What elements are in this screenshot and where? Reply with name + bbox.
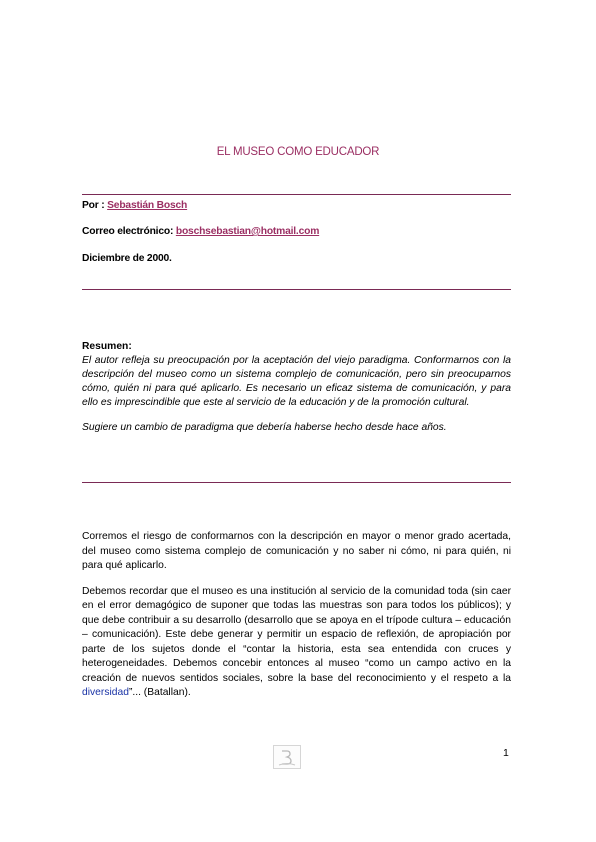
body-paragraph-text: Debemos recordar que el museo es una institución al servicio de la comunidad toda (sin caer en el error demagógico de suponer que todas las muestras son para todos los públicos); y que debe contribuir a su desarrollo (desarrollo que se apoya en el trípode cultura – educación – comunicación). Este debe generar y permitir un espacio de reflexión, de apropiación por parte de los sujetos donde el “contar la historia, esta sea entendida con cruces y heterogeneidades. Debemos concebir entonces al museo “como un campo activo en la creación de nuevos sentidos sociales, sobre la base del reconocimiento y el respeto a la (82, 585, 511, 684)
abstract-section (82, 340, 511, 435)
abstract-label: Resumen: (82, 341, 132, 352)
abstract-paragraph: Sugiere un cambio de paradigma que debería haberse hecho desde hace años. (82, 422, 447, 433)
page-number: 1 (503, 747, 509, 759)
email-line (82, 226, 319, 237)
highlighted-term: diversidad (82, 687, 129, 698)
document-logo-icon (273, 745, 301, 769)
email-link[interactable]: boschsebastian@hotmail.com (175, 226, 320, 237)
abstract-paragraph: El autor refleja su preocupación por la aceptación del viejo paradigma. Conformarnos con la descripción del museo como un sistema complejo de comunicación, pero sin preocuparnos cómo, quién ni para qué aplicarlo. Es necesario un eficaz sistema de comunicación, y para ello es imprescindible que este al servicio de la educación y de la promoción cultural. (82, 355, 511, 408)
byline (82, 200, 187, 211)
divider-abstract-bottom (82, 482, 511, 483)
email-label: Correo electrónico: (82, 226, 174, 237)
author-link[interactable]: Sebastián Bosch (107, 200, 188, 211)
divider-top (82, 194, 511, 195)
body-text (82, 530, 511, 712)
body-paragraph: Corremos el riesgo de conformarnos con la descripción en mayor o menor grado acertada, del museo como sistema complejo de comunicación y no saber ni cómo, ni para quién, ni para qué aplicarlo. (82, 531, 511, 571)
document-date: Diciembre de 2000. (82, 253, 172, 264)
body-paragraph-text: ”... (Batallan). (128, 687, 191, 698)
divider-header-bottom (82, 289, 511, 290)
document-title: EL MUSEO COMO EDUCADOR (216, 146, 380, 158)
byline-label: Por : (82, 200, 105, 211)
body-paragraph (82, 585, 511, 701)
